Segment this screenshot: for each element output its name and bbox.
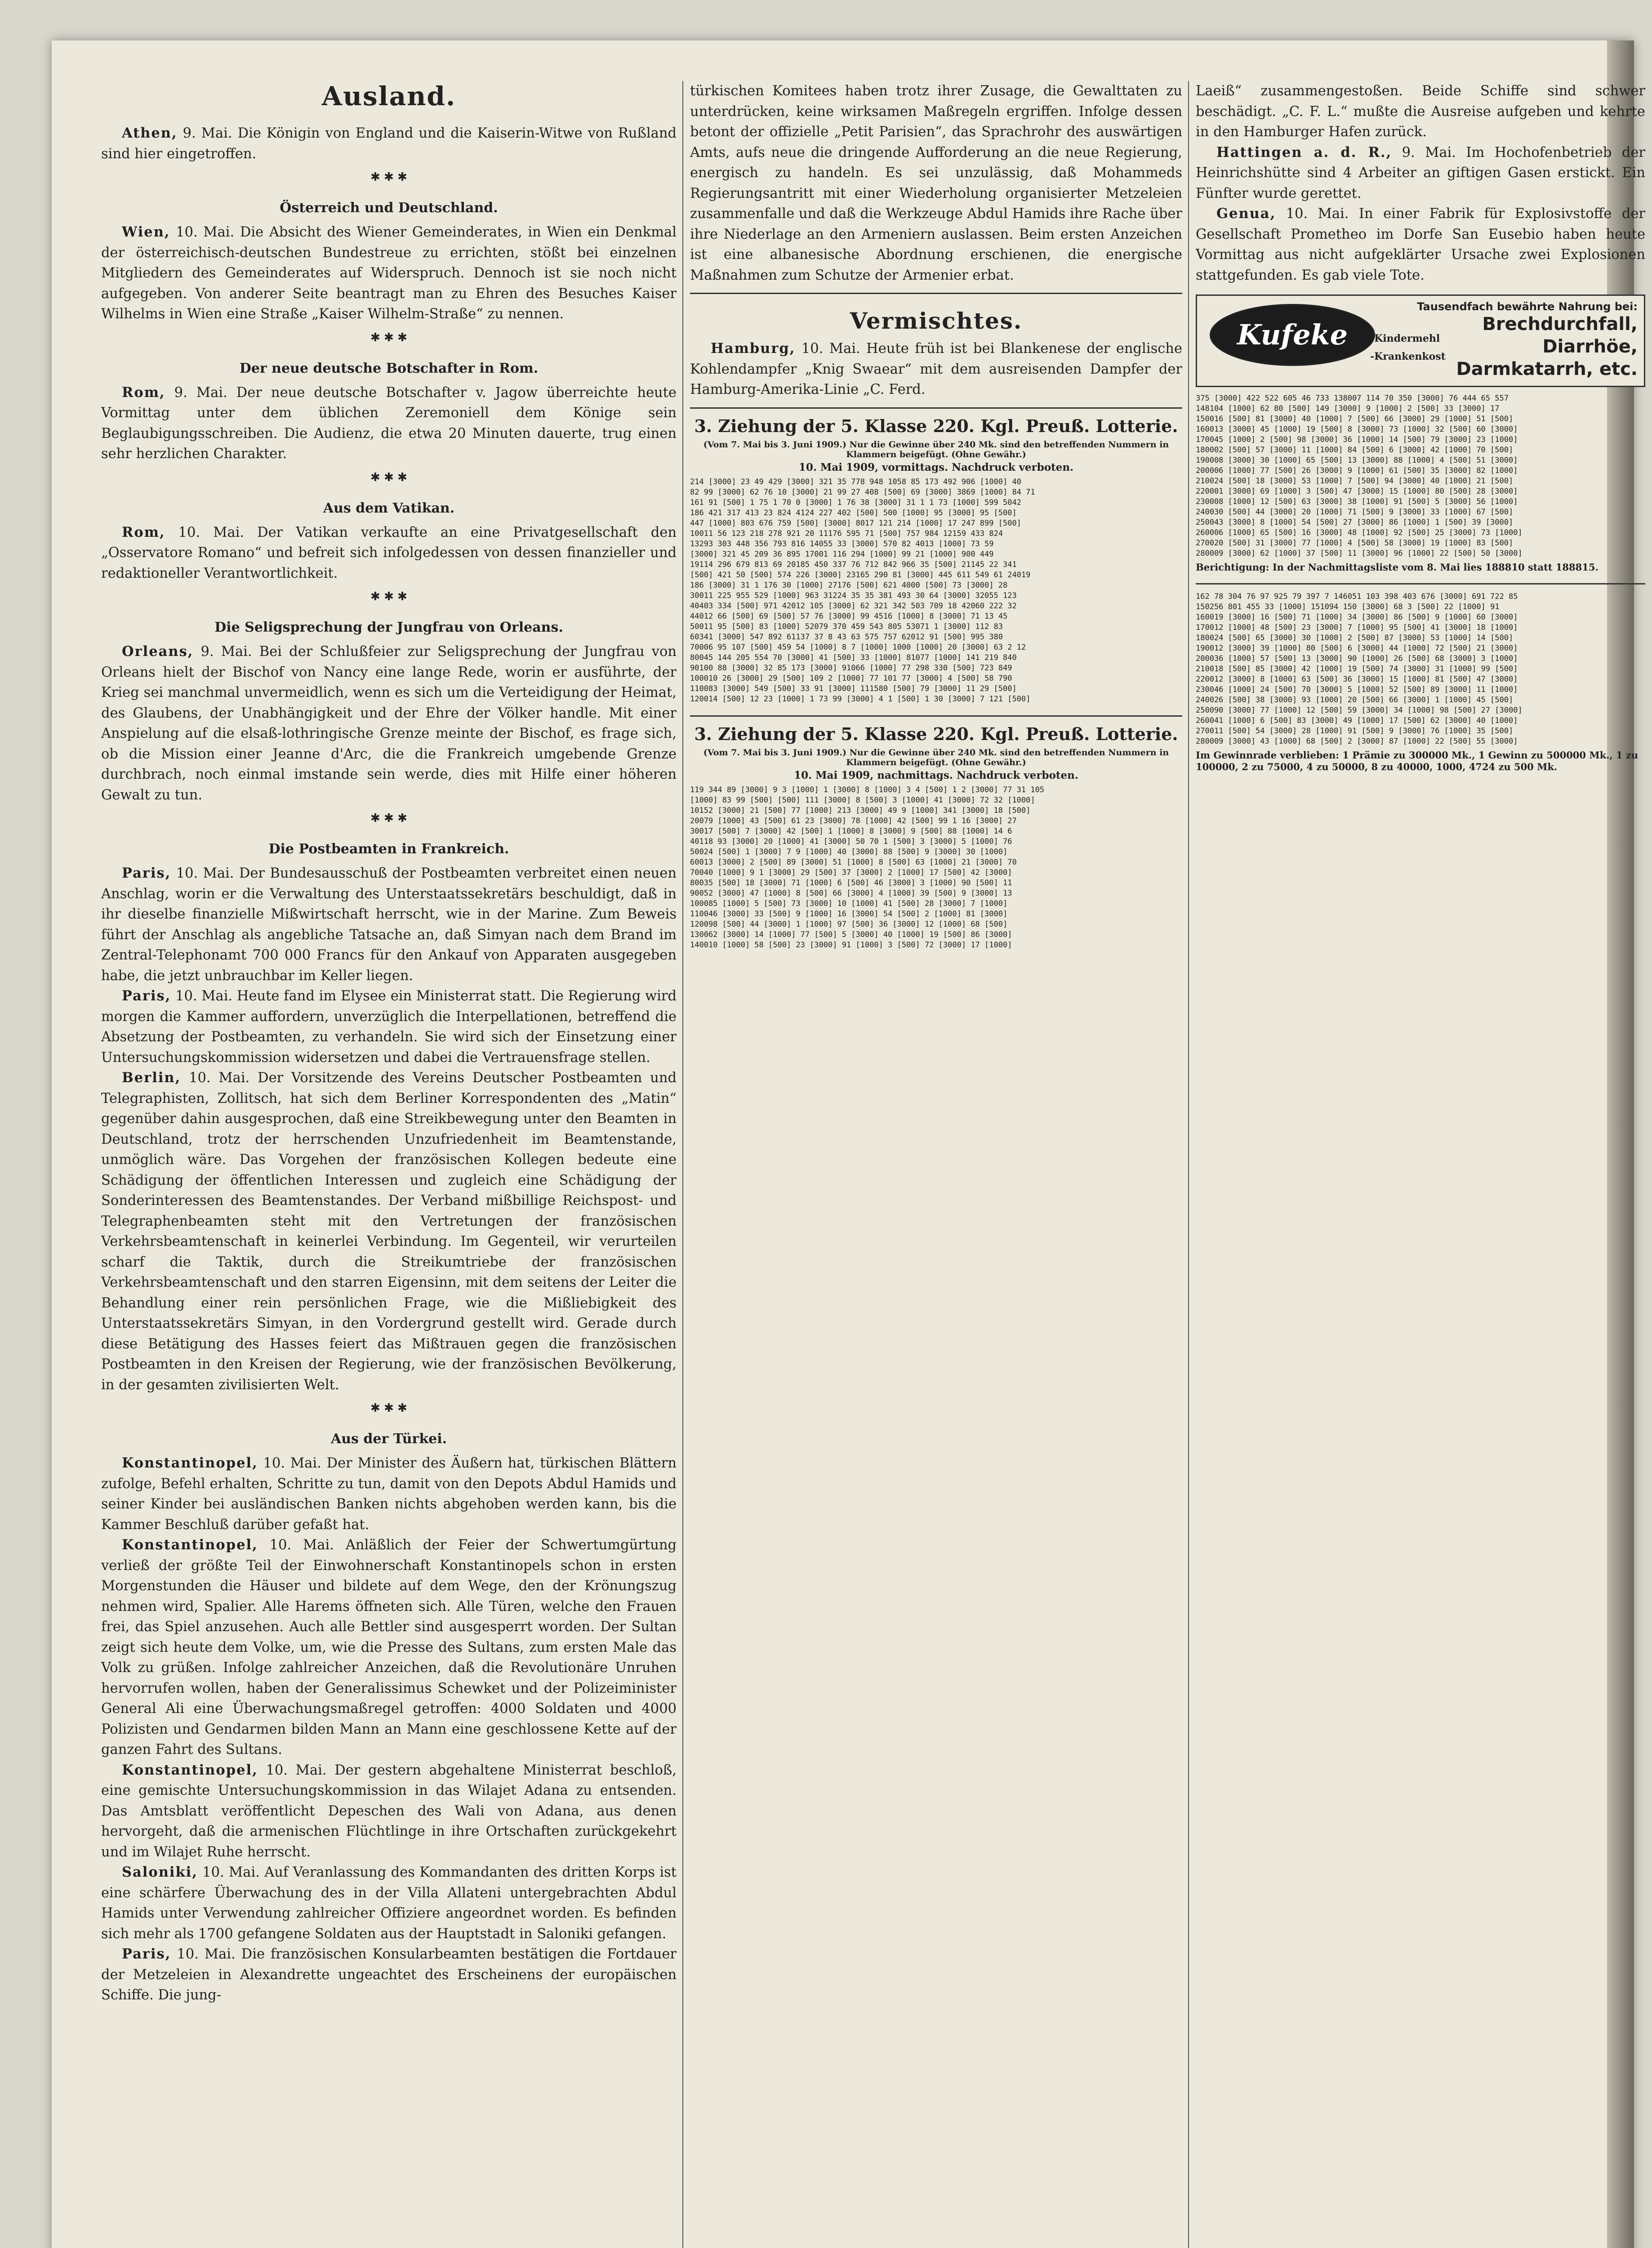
- lottery-number-line: 60013 [3000] 2 [500] 89 [3000] 51 [1000] 8 [500] 63 [1000] 21 [3000] 70: [690, 857, 1017, 867]
- article-text: 10. Mai. Der Vatikan verkaufte an eine Privatgesellschaft den „Osservatore Romano“ und befreit sich infolgedessen von dessen finanzieller und redaktioneller Verantwortlichkeit.: [101, 524, 677, 581]
- lottery-number-line: 50024 [500] 1 [3000] 7 9 [1000] 40 [3000] 88 [500] 9 [3000] 30 [1000]: [690, 847, 1008, 856]
- lottery-number-line: 160019 [3000] 16 [500] 71 [1000] 34 [3000] 86 [500] 9 [1000] 60 [3000]: [1196, 613, 1518, 622]
- divider: [690, 293, 1182, 294]
- section-separator-stars: ✱ ✱ ✱: [370, 590, 407, 603]
- dateline-place: Paris,: [122, 865, 171, 881]
- subsection-title: Österreich und Deutschland.: [280, 200, 498, 216]
- section-separator-stars: ✱ ✱ ✱: [370, 812, 407, 825]
- lottery-number-line: 110083 [3000] 549 [500] 33 91 [3000] 111580 [500] 79 [3000] 11 29 [500]: [690, 684, 1017, 693]
- article-paragraph: [101, 1535, 677, 1760]
- article-text: 10. Mai. Heute fand im Elysee ein Ministerrat statt. Die Regierung wird morgen die Kammer auffordern, unverzüglich die Interpellationen, betreffend die Absetzung der Postbeamten, zu verhandeln. Sie wird sich der Einsetzung einer Untersuchungskommission widersetzen und dabei die Vertrauensfrage stellen.: [101, 988, 677, 1066]
- dateline-place: Saloniki,: [122, 1864, 198, 1880]
- lottery-number-line: 30011 225 955 529 [1000] 963 31224 35 35 381 493 30 64 [3000] 32055 123: [690, 591, 1017, 600]
- dateline-place: Berlin,: [122, 1070, 181, 1086]
- lottery-number-line: 186 [3000] 31 1 176 30 [1000] 27176 [500] 621 4000 [500] 73 [3000] 28: [690, 580, 1008, 590]
- lottery-number-line: 13293 303 448 356 793 816 14055 33 [3000] 570 82 4013 [1000] 73 59: [690, 539, 994, 549]
- lottery-number-line: 250090 [3000] 77 [1000] 12 [500] 59 [3000] 34 [1000] 98 [500] 27 [3000]: [1196, 706, 1523, 715]
- lottery-title: 3. Ziehung der 5. Klasse 220. Kgl. Preuß. Lotterie.: [694, 415, 1178, 436]
- lottery-numbers: [1196, 393, 1645, 559]
- section-title: Ausland.: [321, 81, 456, 112]
- section-separator-stars: ✱ ✱ ✱: [370, 470, 407, 484]
- ad-line: Brechdurchfall,: [1482, 314, 1638, 335]
- lottery-number-line: 280009 [3000] 43 [1000] 68 [500] 2 [3000] 87 [1000] 22 [500] 55 [3000]: [1196, 737, 1518, 746]
- lottery-number-line: 200036 [1000] 57 [500] 13 [3000] 90 [1000] 26 [500] 68 [3000] 3 [1000]: [1196, 654, 1518, 663]
- subsection-title: Die Postbeamten in Frankreich.: [268, 841, 509, 857]
- column-rule: [682, 81, 683, 2248]
- article-text: 10. Mai. Der Minister des Äußern hat, türkischen Blättern zufolge, Befehl erhalten, Schritte zu tun, damit von den Depots Abdul Hamids und seiner Kinder bei ausländischen Banken nichts abgehoben werden kann, bis die Kammer Beschluß darüber gefaßt hat.: [101, 1455, 677, 1533]
- lottery-number-line: 90052 [3000] 47 [1000] 8 [500] 66 [3000] 4 [1000] 39 [500] 9 [3000] 13: [690, 888, 1012, 898]
- lottery-number-line: 161 91 [500] 1 75 1 70 0 [3000] 1 76 38 [3000] 31 1 1 73 [1000] 599 5042: [690, 498, 1021, 507]
- lottery-number-line: 82 99 [3000] 62 76 10 [3000] 21 99 27 408 [500] 69 [3000] 3869 [1000] 84 71: [690, 487, 1035, 497]
- lottery-number-line: 220001 [3000] 69 [1000] 3 [500] 47 [3000] 15 [1000] 80 [500] 28 [3000]: [1196, 487, 1518, 496]
- article-paragraph: [101, 1068, 677, 1395]
- lottery-number-line: 230046 [1000] 24 [500] 70 [3000] 5 [1000] 52 [500] 89 [3000] 11 [1000]: [1196, 685, 1518, 694]
- subsection-title: Die Seligsprechung der Jungfrau von Orleans.: [214, 620, 563, 635]
- divider: [690, 407, 1182, 409]
- article-paragraph: [101, 863, 677, 986]
- lottery-number-line: 260006 [1000] 65 [500] 16 [3000] 48 [1000] 92 [500] 25 [3000] 73 [1000]: [1196, 528, 1523, 537]
- dateline-place: Genua,: [1216, 205, 1276, 222]
- lottery-number-line: 180002 [500] 57 [3000] 11 [1000] 84 [500] 6 [3000] 42 [1000] 70 [500]: [1196, 446, 1514, 455]
- column-right: [1196, 81, 1645, 773]
- subsection-title: Aus dem Vatikan.: [323, 500, 455, 516]
- dateline-place: Konstantinopel,: [122, 1762, 258, 1778]
- section-separator-stars: ✱ ✱ ✱: [370, 170, 407, 184]
- lottery-number-line: 90100 88 [3000] 32 85 173 [3000] 91066 [1000] 77 298 330 [500] 723 849: [690, 663, 1012, 673]
- dateline-place: Rom,: [122, 524, 165, 540]
- lottery-number-line: 186 421 317 413 23 824 4124 227 402 [500] 500 [1000] 95 [3000] 95 [500]: [690, 508, 1017, 517]
- article-paragraph: [101, 1760, 677, 1863]
- article-continuation: Laeiß“ zusammengestoßen. Beide Schiffe sind schwer beschädigt. „C. F. L.“ mußte die Ausreise aufgeben und kehrte in den Hamburger Hafen zurück.: [1196, 83, 1645, 140]
- column-rule: [1188, 81, 1189, 2248]
- dateline-place: Hattingen a. d. R.,: [1216, 144, 1392, 161]
- lottery-number-line: 119 344 89 [3000] 9 3 [1000] 1 [3000] 8 [1000] 3 4 [500] 1 2 [3000] 77 31 105: [690, 785, 1045, 794]
- article-text: 10. Mai. Der Bundesausschuß der Postbeamten verbreitet einen neuen Anschlag, worin er die Verwaltung des Unterstaatssekretärs beschuldigt, daß in ihr dieselbe finanzielle Mißwirtschaft herrscht, wie in der Marine. Zum Beweis führt der Anschlag als angebliche Tatsache an, daß Simyan nach dem Brand im Zentral-Telephonamt 700 000 Francs für den Ankauf von Apparaten ausgegeben habe, die jetzt unbrauchbar im Keller liegen.: [101, 865, 677, 984]
- kufeke-logo: Kufeke: [1210, 304, 1375, 366]
- lottery-remaining-prizes: Im Gewinnrade verblieben: 1 Prämie zu 300000 Mk., 1 Gewinn zu 500000 Mk., 1 zu 100000, 2 zu 75000, 4 zu 50000, 8 zu 40000, 1000, 4724 zu 500 Mk.: [1196, 749, 1639, 772]
- lottery-date: 10. Mai 1909, nachmittags. Nachdruck verboten.: [794, 769, 1078, 781]
- lottery-number-line: 120098 [500] 44 [3000] 1 [1000] 97 [500] 36 [3000] 12 [1000] 68 [500]: [690, 919, 1008, 929]
- article-text: 10. Mai. Heute früh ist bei Blankenese der englische Kohlendampfer „Knig Swaear“ mit dem ausreisenden Dampfer der Hamburg-Amerika-Linie „C. Ferd.: [690, 341, 1182, 397]
- column-middle: [690, 81, 1182, 950]
- article-paragraph: [101, 986, 677, 1068]
- ad-text-block: [1404, 300, 1638, 380]
- lottery-number-line: 100085 [1000] 5 [500] 73 [3000] 10 [1000] 41 [500] 28 [3000] 7 [1000]: [690, 899, 1008, 908]
- lottery-subtitle: (Vom 7. Mai bis 3. Juni 1909.) Nur die Gewinne über 240 Mk. sind den betreffenden Nummern in Klammern beigefügt. (Ohne Gewähr.): [703, 439, 1169, 459]
- lottery-number-line: 44012 66 [500] 69 [500] 57 76 [3000] 99 4516 [1000] 8 [3000] 71 13 45: [690, 611, 1008, 621]
- lottery-number-line: 30017 [500] 7 [3000] 42 [500] 1 [1000] 8 [3000] 9 [500] 88 [1000] 14 6: [690, 826, 1012, 836]
- lottery-number-line: 150256 801 455 33 [1000] 151094 150 [3000] 68 3 [500] 22 [1000] 91: [1196, 602, 1500, 611]
- ad-label-krankenkost: -Krankenkost: [1370, 351, 1446, 362]
- dateline-place: Konstantinopel,: [122, 1455, 258, 1471]
- lottery-numbers: [1196, 592, 1645, 747]
- lottery-number-line: [3000] 321 45 209 36 895 17001 116 294 [1000] 99 21 [1000] 900 449: [690, 549, 994, 559]
- article-paragraph: [101, 1944, 677, 2006]
- article-text: 9. Mai. Im Hochofenbetrieb der Heinrichshütte sind 4 Arbeiter an giftigen Gasen erstickt. Ein Fünfter wurde gerettet.: [1196, 144, 1645, 201]
- divider: [690, 715, 1182, 717]
- article-text: 9. Mai. Die Königin von England und die Kaiserin-Witwe von Rußland sind hier eingetroffen.: [101, 125, 677, 162]
- section-separator-stars: ✱ ✱ ✱: [370, 330, 407, 344]
- lottery-number-line: 120014 [500] 12 23 [1000] 1 73 99 [3000] 4 1 [500] 1 30 [3000] 7 121 [500]: [690, 694, 1031, 704]
- article-text: 10. Mai. Anläßlich der Feier der Schwertumgürtung verließ der größte Teil der Einwohnerschaft Konstantinopels schon in ersten Morgenstunden die Häuser und bildete auf dem Wege, den der Krönungszug nehmen wird, Spalier. Alle Harems öffneten sich. Alle Türen, welche den Frauen frei, das Spiel anzusehen. Auch alle Bettler sind ausgesperrt worden. Der Sultan zeigt sich heute dem Volke, um, wie die Presse des Sultans, zum ersten Male das Volk zu grüßen. Infolge zahlreicher Anzeichen, daß die Revolutionäre Unruhen hervorrufen wollen, haben der Generalissimus Schewket und der Polizeiminister General Ali eine Überwachungsmaßregel getroffen: 4000 Soldaten und 4000 Polizisten und Gendarmen bilden Mann an Mann eine geschlossene Kette auf der ganzen Fahrt des Sultans.: [101, 1537, 677, 1757]
- article-text: 10. Mai. Die Absicht des Wiener Gemeinderates, in Wien ein Denkmal der österreichisch-deutschen Bundestreue zu errichten, stößt bei einzelnen Mitgliedern des Gemeinderates auf Widerspruch. Dennoch ist sie noch nicht aufgegeben. Von anderer Seite beantragt man zu Ehren des Besuches Kaiser Wilhelms in Wien eine Straße „Kaiser Wilhelm-Straße“ zu nennen.: [101, 224, 677, 322]
- vermischtes-title: Vermischtes.: [850, 308, 1023, 334]
- lottery-number-line: 19114 296 679 813 69 20185 450 337 76 712 842 966 35 [500] 21145 22 341: [690, 560, 1017, 569]
- article-paragraph: [1196, 204, 1645, 285]
- article-paragraph: [101, 222, 677, 325]
- article-text: 9. Mai. Der neue deutsche Botschafter v. Jagow überreichte heute Vormittag unter dem üblichen Zeremoniell dem Könige sein Beglaubigungsschreiben. Die Audienz, die etwa 20 Minuten dauerte, trug einen sehr herzlichen Charakter.: [101, 384, 677, 462]
- column-ausland: [101, 81, 677, 2006]
- lottery-number-line: 375 [3000] 422 522 605 46 733 138007 114 70 350 [3000] 76 444 65 557: [1196, 394, 1509, 403]
- lottery-list-afternoon: [690, 724, 1182, 950]
- ad-line: Diarrhöe,: [1542, 336, 1638, 357]
- article-text: 10. Mai. Auf Veranlassung des Kommandanten des dritten Korps ist eine schärfere Überwachung des in der Villa Allateni untergebrachten Abdul Hamids unter Verwendung zahlreicher Offiziere angeordnet worden. Es befinden sich mehr als 1700 gefangene Soldaten aus der Hauptstadt in Saloniki gefangen.: [101, 1864, 677, 1942]
- vermischtes-section: [690, 308, 1182, 400]
- lottery-number-line: 80045 144 205 554 70 [3000] 41 [500] 33 [1000] 81077 [1000] 141 219 840: [690, 653, 1017, 662]
- dateline-place: Paris,: [122, 1946, 171, 1962]
- lottery-number-line: 160013 [3000] 45 [1000] 19 [500] 8 [3000] 73 [1000] 32 [500] 60 [3000]: [1196, 425, 1518, 434]
- lottery-number-line: 260041 [1000] 6 [500] 83 [3000] 49 [1000] 17 [500] 62 [3000] 40 [1000]: [1196, 716, 1518, 725]
- article-text: 10. Mai. Die französischen Konsularbeamten bestätigen die Fortdauer der Metzeleien in Alexandrette ungeachtet des Erscheinens der europäischen Schiffe. Die jung-: [101, 1946, 677, 2003]
- lottery-number-line: 80035 [500] 18 [3000] 71 [1000] 6 [500] 46 [3000] 3 [1000] 90 [500] 11: [690, 878, 1012, 888]
- dateline-place: Konstantinopel,: [122, 1537, 258, 1553]
- article-text: 10. Mai. In einer Fabrik für Explosivstoffe der Gesellschaft Prometheo im Dorfe San Eusebio haben heute Vormittag aus nicht aufgeklärter Ursache zwei Explosionen stattgefunden. Es gab viele Tote.: [1196, 206, 1645, 283]
- lottery-title: 3. Ziehung der 5. Klasse 220. Kgl. Preuß. Lotterie.: [694, 723, 1178, 744]
- lottery-number-line: 60341 [3000] 547 892 61137 37 8 43 63 575 757 62012 91 [500] 995 380: [690, 632, 1003, 642]
- lottery-number-line: 170045 [1000] 2 [500] 98 [3000] 36 [1000] 14 [500] 79 [3000] 23 [1000]: [1196, 435, 1518, 444]
- lottery-number-line: 70006 95 107 [500] 459 54 [1000] 8 7 [1000] 1000 [1000] 20 [3000] 63 2 12: [690, 642, 1026, 652]
- lottery-number-line: 214 [3000] 23 49 429 [3000] 321 35 778 948 1058 85 173 492 906 [1000] 40: [690, 477, 1021, 486]
- dateline-place: Hamburg,: [711, 340, 796, 357]
- lottery-number-line: 190008 [3000] 30 [1000] 65 [500] 13 [3000] 88 [1000] 4 [500] 51 [3000]: [1196, 456, 1518, 465]
- lottery-number-line: 220012 [3000] 8 [1000] 63 [500] 36 [3000] 15 [1000] 81 [500] 47 [3000]: [1196, 675, 1518, 684]
- dateline-place: Paris,: [122, 988, 171, 1004]
- lottery-number-line: 250043 [3000] 8 [1000] 54 [500] 27 [3000] 86 [1000] 1 [500] 39 [3000]: [1196, 518, 1514, 527]
- article-continuation: türkischen Komitees haben trotz ihrer Zusage, die Gewalttaten zu unterdrücken, keine wirksamen Maßregeln ergriffen. Infolge dessen betont der offizielle „Petit Parisien“, das Sprachrohr des auswärtigen Amts, aufs neue die dringende Aufforderung an die neue Regierung, energisch zu handeln. Es sei unzulässig, daß Mohammeds Regierungsantritt mit einer Wiederholung organisierter Metzeleien zusammenfalle und daß die Werkzeuge Abdul Hamids ihre Rache über ihre Niederlage an den Armeniern auslassen. Beim ersten Anzeichen ist eine albanesische Abordnung erschienen, die energische Maßnahmen zum Schutze der Armenier erbat.: [690, 83, 1182, 283]
- lottery-number-line: 100010 26 [3000] 29 [500] 109 2 [1000] 77 101 77 [3000] 4 [500] 58 790: [690, 674, 1012, 683]
- lottery-number-line: 50011 95 [500] 83 [1000] 52079 370 459 543 805 53071 1 [3000] 112 83: [690, 622, 1003, 631]
- dateline-place: Athen,: [122, 125, 178, 141]
- lottery-number-line: 20079 [1000] 43 [500] 61 23 [3000] 78 [1000] 42 [500] 99 1 16 [3000] 27: [690, 816, 1017, 825]
- lottery-subtitle: (Vom 7. Mai bis 3. Juni 1909.) Nur die Gewinne über 240 Mk. sind den betreffenden Nummern in Klammern beigefügt. (Ohne Gewähr.): [703, 747, 1169, 767]
- lottery-number-line: [500] 421 50 [500] 574 226 [3000] 23165 290 81 [3000] 445 611 549 61 24019: [690, 570, 1031, 580]
- dateline-place: Orleans,: [122, 643, 194, 660]
- article-paragraph: [101, 1862, 677, 1944]
- lottery-number-line: 70040 [1000] 9 1 [3000] 29 [500] 37 [3000] 2 [1000] 17 [500] 42 [3000]: [690, 868, 1012, 877]
- article-paragraph: [101, 522, 677, 584]
- article-paragraph: [101, 383, 677, 464]
- article-text: 10. Mai. Der gestern abgehaltene Ministerrat beschloß, eine gemischte Untersuchungskommission in das Wilajet Adana zu entsenden. Das Amtsblatt veröffentlicht Depeschen des Wali von Adana, aus denen hervorgeht, daß die armenischen Flüchtlinge in ihre Ortschaften zurückgekehrt und im Wilajet Ruhe herrscht.: [101, 1762, 677, 1860]
- lottery-number-line: 200006 [1000] 77 [500] 26 [3000] 9 [1000] 61 [500] 35 [3000] 82 [1000]: [1196, 466, 1518, 475]
- lottery-number-line: 240026 [500] 38 [3000] 93 [1000] 20 [500] 66 [3000] 1 [1000] 45 [500]: [1196, 696, 1514, 705]
- article-paragraph: [101, 642, 677, 805]
- lottery-number-line: 10011 56 123 218 278 921 20 11176 595 71 [500] 757 984 12159 433 824: [690, 529, 1003, 538]
- lottery-number-line: 280009 [3000] 62 [1000] 37 [500] 11 [3000] 96 [1000] 22 [500] 50 [3000]: [1196, 549, 1523, 558]
- lottery-number-line: 180024 [500] 65 [3000] 30 [1000] 2 [500] 87 [3000] 53 [1000] 14 [500]: [1196, 633, 1514, 642]
- lottery-number-line: [1000] 83 99 [500] [500] 111 [3000] 8 [500] 3 [1000] 41 [3000] 72 32 [1000]: [690, 795, 1035, 805]
- lottery-number-line: 110046 [3000] 33 [500] 9 [1000] 16 [3000] 54 [500] 2 [1000] 81 [3000]: [690, 909, 1008, 919]
- lottery-number-line: 150016 [500] 81 [3000] 40 [1000] 7 [500] 66 [3000] 29 [1000] 51 [500]: [1196, 415, 1514, 424]
- lottery-number-line: 140010 [1000] 58 [500] 23 [3000] 91 [1000] 3 [500] 72 [3000] 17 [1000]: [690, 940, 1012, 950]
- lottery-list-morning: [690, 416, 1182, 705]
- ad-label-kindermehl: -Kindermehl: [1370, 333, 1440, 344]
- lottery-number-line: 210024 [500] 18 [3000] 53 [1000] 7 [500] 94 [3000] 40 [1000] 21 [500]: [1196, 477, 1514, 486]
- article-text: 10. Mai. Der Vorsitzende des Vereins Deutscher Postbeamten und Telegraphisten, Zollitsch, hat sich dem Berliner Korrespondenten des „Matin“ gegenüber dahin ausgesprochen, daß eine Streikbewegung unter den Beamten in Deutschland, trotz der herrschenden Unzufriedenheit im Beamtenstande, unmöglich wäre. Das Vorgehen der französischen Kollegen bedeute eine Schädigung der öffentlichen Interessen und zugleich eine Schädigung der Sonderinteressen des Beamtenstandes. Der Verband mißbillige Reichspost- und Telegraphenbeamten steht mit den Vertretungen der französischen Verkehrsbeamtenschaft in keinerlei Verbindung. Im Gegenteil, wir verurteilen scharf die Taktik, durch die Streikumtriebe der französischen Verkehrsbeamtenschaft und den starren Eigensinn, mit dem seitens der Leiter die Behandlung einer rein persönlichen Frage, wie die Mißliebigkeit des Unterstaatssekretärs Simyan, in den Vordergrund gestellt wird. Gerade durch diese Betätigung des Hasses feiert das Mißtrauen gegen die französischen Postbeamten in den Kreisen der Regierung, wie der französischen Bevölkerung, in der gesamten zivilisierten Welt.: [101, 1070, 677, 1393]
- lottery-number-line: 270020 [500] 31 [3000] 77 [1000] 4 [500] 58 [3000] 19 [1000] 83 [500]: [1196, 539, 1514, 548]
- dateline-place: Rom,: [122, 384, 165, 401]
- lottery-number-line: 40403 334 [500] 971 42012 105 [3000] 62 321 342 503 709 18 42060 222 32: [690, 601, 1017, 611]
- lottery-numbers: [690, 785, 1182, 950]
- lottery-numbers: [690, 477, 1182, 705]
- newspaper-page: [52, 40, 1645, 2248]
- lottery-correction: Berichtigung: In der Nachmittagsliste vom 8. Mai lies 188810 statt 188815.: [1196, 562, 1599, 573]
- lottery-number-line: 447 [1000] 803 676 759 [500] [3000] 8017 121 214 [1000] 17 247 899 [500]: [690, 518, 1021, 528]
- lottery-number-line: 40118 93 [3000] 20 [1000] 41 [3000] 50 70 1 [500] 3 [3000] 5 [1000] 76: [690, 837, 1012, 846]
- ad-tagline: Tausendfach bewährte Nahrung bei:: [1417, 300, 1638, 313]
- ad-line: Darmkatarrh, etc.: [1456, 359, 1638, 379]
- lottery-number-line: 162 78 304 76 97 925 79 397 7 146051 103 398 403 676 [3000] 691 722 85: [1196, 592, 1518, 601]
- lottery-number-line: 270011 [500] 54 [3000] 28 [1000] 91 [500] 9 [3000] 76 [1000] 35 [500]: [1196, 727, 1514, 736]
- divider: [1196, 583, 1645, 584]
- lottery-number-line: 230008 [1000] 12 [500] 63 [3000] 38 [1000] 91 [500] 5 [3000] 56 [1000]: [1196, 497, 1518, 506]
- lottery-number-line: 170012 [1000] 48 [500] 23 [3000] 7 [1000] 95 [500] 41 [3000] 18 [1000]: [1196, 623, 1518, 632]
- lottery-number-line: 10152 [3000] 21 [500] 77 [1000] 213 [3000] 49 9 [1000] 341 [3000] 18 [500]: [690, 806, 1031, 815]
- article-paragraph: [101, 1453, 677, 1535]
- lottery-number-line: 148104 [1000] 62 80 [500] 149 [3000] 9 [1000] 2 [500] 33 [3000] 17: [1196, 404, 1500, 413]
- article-sections: [101, 170, 677, 2006]
- lottery-number-line: 210018 [500] 85 [3000] 42 [1000] 19 [500] 74 [3000] 31 [1000] 99 [500]: [1196, 665, 1518, 674]
- subsection-title: Aus der Türkei.: [330, 1431, 447, 1447]
- article-paragraph: [690, 339, 1182, 400]
- vermischtes-items: [1196, 143, 1645, 286]
- kufeke-advertisement: [1196, 294, 1645, 387]
- lottery-number-line: 190012 [3000] 39 [1000] 80 [500] 6 [3000] 44 [1000] 72 [500] 21 [3000]: [1196, 644, 1518, 653]
- lottery-date: 10. Mai 1909, vormittags. Nachdruck verboten.: [798, 461, 1074, 473]
- article-paragraph: [101, 123, 677, 164]
- lottery-number-line: 240030 [500] 44 [3000] 20 [1000] 71 [500] 9 [3000] 33 [1000] 67 [500]: [1196, 508, 1514, 517]
- dateline-place: Wien,: [122, 224, 170, 240]
- lottery-number-line: 130062 [3000] 14 [1000] 77 [500] 5 [3000] 40 [1000] 19 [500] 86 [3000]: [690, 930, 1012, 939]
- article-text: 9. Mai. Bei der Schlußfeier zur Seligsprechung der Jungfrau von Orleans hielt der Bischof von Nancy eine lange Rede, worin er ausführte, der Krieg sei manchmal unvermeidlich, wenn es sich um die Verteidigung der Heimat, des Glaubens, der Unabhängigkeit und der Ehre der Völker handle. Mit einer Anspielung auf die elsaß-lothringische Grenze meinte der Bischof, es frage sich, ob die Mission einer Jeanne d'Arc, die die Frankreich umgebende Grenze durchbrach, noch einmal imstande sein werde, dies mit Hilfe einer höheren Gewalt zu tun.: [101, 644, 677, 803]
- article-paragraph: [1196, 143, 1645, 204]
- subsection-title: Der neue deutsche Botschafter in Rom.: [239, 360, 539, 376]
- section-separator-stars: ✱ ✱ ✱: [370, 1401, 407, 1415]
